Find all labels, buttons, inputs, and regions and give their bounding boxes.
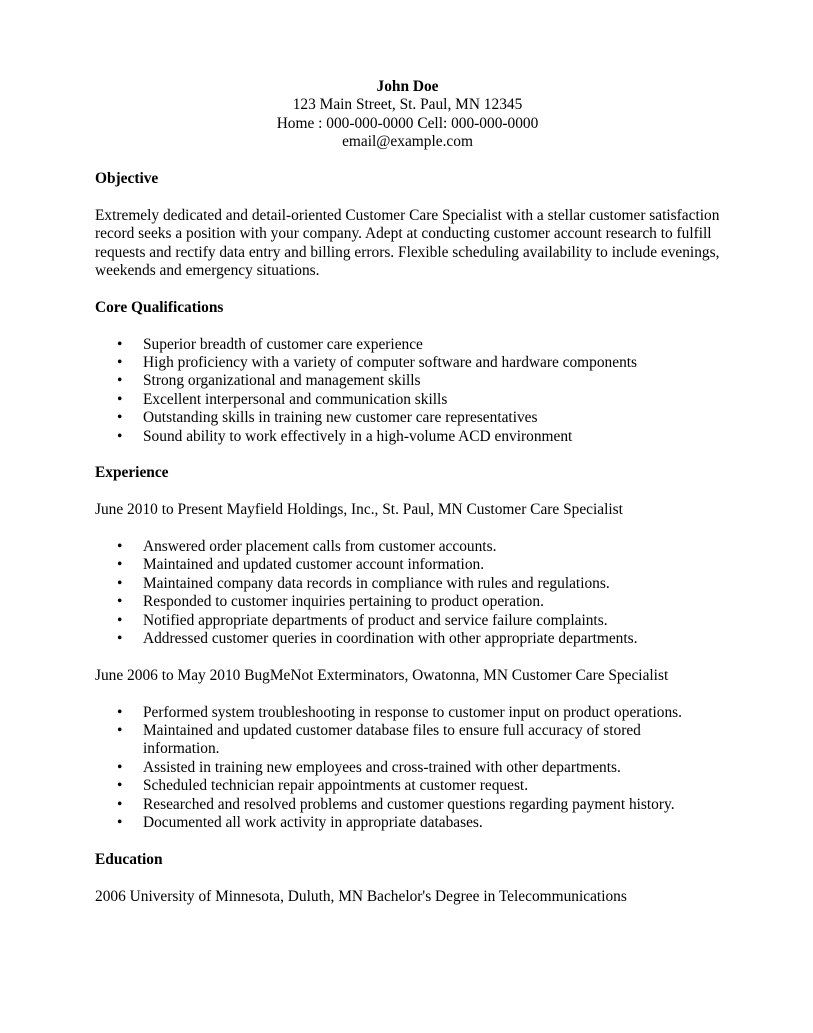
candidate-name: John Doe [376, 78, 439, 95]
email-line: email@example.com [342, 133, 473, 151]
bullet-icon: • [117, 703, 123, 721]
bullet-icon: • [117, 390, 123, 408]
bullet-icon: • [117, 795, 123, 813]
resume-document [95, 78, 720, 906]
list-item: • Scheduled technician repair appointments at customer request. [117, 777, 529, 795]
resume-header [95, 78, 720, 152]
list-item: • Sound ability to work effectively in a high-volume ACD environment [117, 427, 573, 445]
bullet-icon: • [117, 593, 123, 611]
list-item: • Excellent interpersonal and communication skills [117, 390, 448, 408]
bullet-icon: • [117, 777, 123, 795]
list-item: • Superior breadth of customer care experience [117, 335, 423, 353]
phone-line: Home : 000-000-0000 Cell: 000-000-0000 [276, 114, 539, 132]
bullet-icon: • [117, 814, 123, 832]
list-item: • Answered order placement calls from customer accounts. [117, 538, 497, 556]
list-item: • High proficiency with a variety of computer software and hardware components [117, 354, 638, 372]
job-duties-list [95, 538, 720, 648]
bullet-icon: • [117, 611, 123, 629]
list-item: • Maintained company data records in compliance with rules and regulations. [117, 574, 610, 592]
list-item: • Maintained and updated customer database files to ensure full accuracy of stored information. [117, 722, 641, 758]
list-item: • Documented all work activity in appropriate databases. [117, 814, 483, 832]
list-item: • Performed system troubleshooting in response to customer input on product operations. [117, 703, 683, 721]
bullet-icon: • [117, 354, 123, 372]
bullet-icon: • [117, 538, 123, 556]
bullet-icon: • [117, 630, 123, 648]
bullet-icon: • [117, 427, 123, 445]
list-item: • Assisted in training new employees and cross-trained with other departments. [117, 758, 621, 776]
list-item: • Strong organizational and management skills [117, 372, 421, 390]
bullet-icon: • [117, 409, 123, 427]
bullet-icon: • [117, 758, 123, 776]
qualifications-list [95, 336, 720, 446]
list-item: • Researched and resolved problems and customer questions regarding payment history. [117, 795, 675, 813]
job-heading: June 2010 to Present Mayfield Holdings, Inc., St. Paul, MN Customer Care Specialist [95, 501, 623, 519]
objective-text: Extremely dedicated and detail-oriented Customer Care Specialist with a stellar customer satisfaction record seeks a position with your company. Adept at conducting customer account research to fulfill requests and rectify data entry and billing errors. Flexible scheduling availability to include evenings, weekends and emergency situations. [95, 206, 720, 280]
list-item: • Outstanding skills in training new customer care representatives [117, 409, 538, 427]
objective-heading: Objective [95, 170, 159, 188]
education-entry: 2006 University of Minnesota, Duluth, MN Bachelor's Degree in Telecommunications [95, 887, 627, 905]
bullet-icon: • [117, 335, 123, 353]
list-item: • Maintained and updated customer account information. [117, 556, 485, 574]
list-item: • Notified appropriate departments of product and service failure complaints. [117, 611, 608, 629]
education-heading: Education [95, 850, 163, 868]
bullet-icon: • [117, 574, 123, 592]
qualifications-heading: Core Qualifications [95, 298, 224, 316]
list-item: • Addressed customer queries in coordination with other appropriate departments. [117, 630, 638, 648]
job-duties-list [95, 704, 720, 833]
list-item: • Responded to customer inquiries pertaining to product operation. [117, 593, 544, 611]
bullet-icon: • [117, 556, 123, 574]
address-line: 123 Main Street, St. Paul, MN 12345 [292, 96, 523, 114]
bullet-icon: • [117, 372, 123, 390]
experience-heading: Experience [95, 464, 169, 482]
job-heading: June 2006 to May 2010 BugMeNot Exterminators, Owatonna, MN Customer Care Specialist [95, 666, 669, 684]
bullet-icon: • [117, 722, 123, 740]
